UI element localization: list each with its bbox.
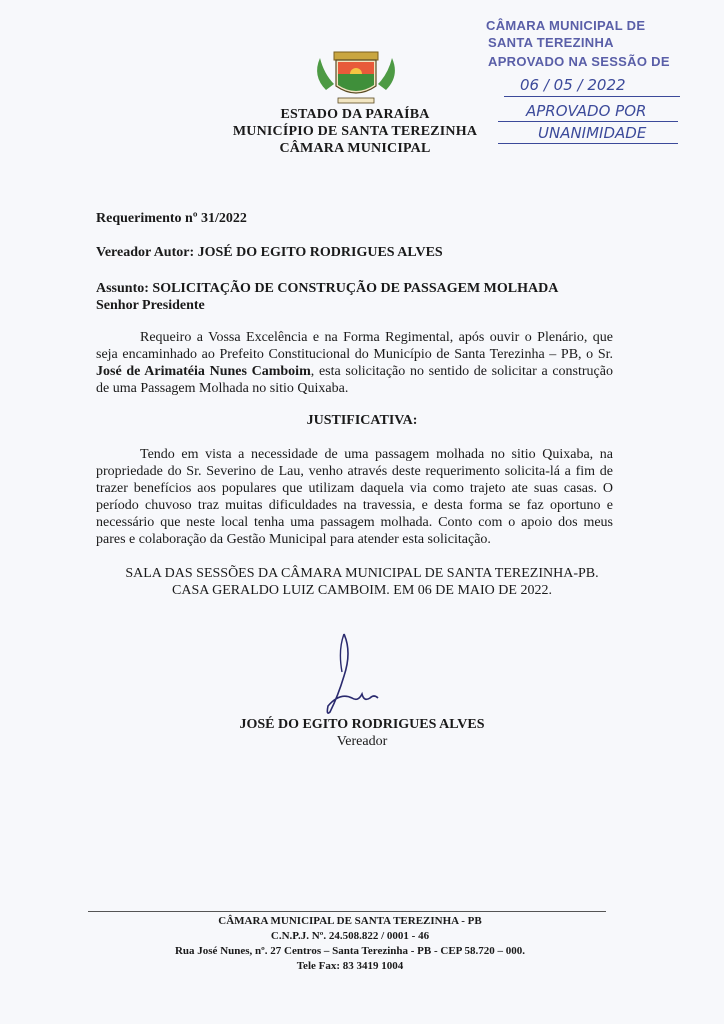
mayor-name: José de Arimatéia Nunes Camboim (96, 364, 311, 379)
stamp-unanimity-line (498, 143, 678, 144)
author-line (96, 244, 616, 261)
footer-divider (88, 911, 606, 912)
request-paragraph (96, 329, 613, 397)
footer-chamber: CÂMARA MUNICIPAL DE SANTA TEREZINHA - PB (218, 915, 482, 927)
stamp-line-chamber: CÂMARA MUNICIPAL DE (486, 18, 646, 33)
subject-line (96, 280, 616, 297)
signer-title: Vereador (336, 734, 388, 749)
request-paragraph-text-b: , esta solicitação no sentido de solicitar a construção de uma Passagem Molhada no sitio Quixaba. (96, 364, 613, 396)
footer (110, 914, 590, 974)
justification-paragraph: Tendo em vista a necessidade de uma passagem molhada no sitio Quixaba, na propriedade do Sr. Severino de Lau, venho através deste requerimento solicita-lá a fim de trazer benefícios aos populares que utilizam daquela via como trajeto ate suas casas. O período chuvoso traz muitas dificuldades na travessia, e desta forma se faz oportuno e necessário que neste local tenha uma passagem molhada. Conto com o apoio dos meus pares e colaboração da Gestão Municipal para atender esta solicitação. (96, 447, 613, 547)
stamp-approved-by: APROVADO POR (526, 102, 647, 120)
footer-cnpj: C.N.P.J. Nº. 24.508.822 / 0001 - 46 (270, 930, 430, 942)
municipal-crest-icon (306, 50, 406, 106)
subject-label: Assunto: (96, 281, 149, 296)
letterhead-chamber: CÂMARA MUNICIPAL (279, 141, 431, 156)
signature-icon (300, 632, 390, 722)
letterhead (210, 106, 500, 157)
salutation: Senhor Presidente (96, 298, 205, 313)
letterhead-municipality: MUNICÍPIO DE SANTA TEREZINHA (232, 124, 478, 139)
author-label: Vereador Autor: (96, 245, 195, 260)
stamp-date: 06 / 05 / 2022 (520, 76, 626, 94)
request-number: Requerimento nº 31/2022 (96, 211, 247, 226)
signer-name: JOSÉ DO EGITO RODRIGUES ALVES (239, 717, 485, 732)
closing-line-2: CASA GERALDO LUIZ CAMBOIM. EM 06 DE MAIO DE 2022. (172, 583, 552, 598)
subject-text: SOLICITAÇÃO DE CONSTRUÇÃO DE PASSAGEM MOLHADA (152, 281, 559, 296)
justification-title: JUSTIFICATIVA: (306, 413, 418, 428)
stamp-line-city: SANTA TEREZINHA (488, 35, 614, 50)
letterhead-state: ESTADO DA PARAÍBA (280, 107, 430, 122)
footer-phone: Tele Fax: 83 3419 1004 (296, 960, 404, 972)
closing-line-1: SALA DAS SESSÕES DA CÂMARA MUNICIPAL DE SANTA TEREZINHA-PB. (125, 566, 599, 581)
stamp-unanimity: UNANIMIDADE (538, 124, 647, 142)
stamp-line-approved-session: APROVADO NA SESSÃO DE (488, 54, 670, 69)
approval-stamp (484, 18, 694, 148)
request-paragraph-text-a: Requeiro a Vossa Excelência e na Forma Regimental, após ouvir o Plenário, que seja encaminhado ao Prefeito Constitucional do Município de Santa Terezinha – PB, o Sr. (96, 330, 613, 362)
footer-address: Rua José Nunes, nº. 27 Centros – Santa Terezinha - PB - CEP 58.720 – 000. (174, 945, 526, 957)
author-name: JOSÉ DO EGITO RODRIGUES ALVES (197, 245, 443, 260)
stamp-date-line (504, 96, 680, 97)
stamp-approved-line (498, 121, 678, 122)
